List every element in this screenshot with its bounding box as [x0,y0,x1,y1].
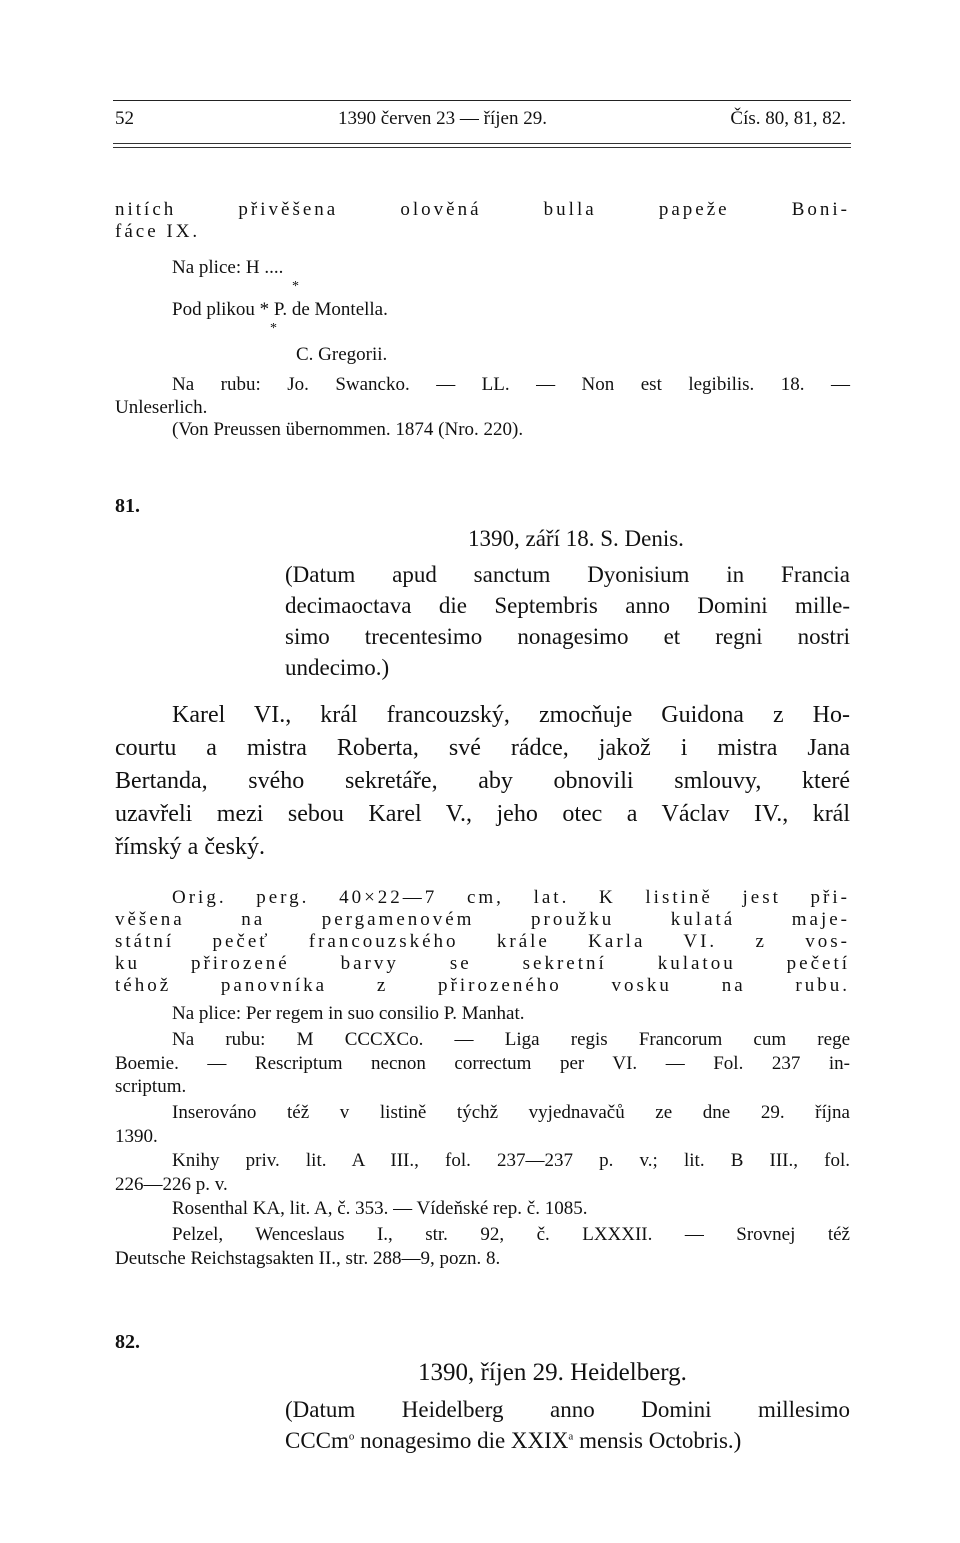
note-line: státní pečeť francouzského krále Karla VI. z vos- [115,931,850,952]
datum-line: (Datum apud sanctum Dyonisium in Francia [285,562,850,587]
header-rule-double-1 [113,143,851,144]
note-line: 1390. [115,1126,158,1147]
note-line: téhož panovníka z přirozeného vosku na rubu. [115,975,850,996]
datum-line: simo trecentesimo nonagesimo et regni nostri [285,624,850,649]
datum-line: CCCm$^o$ nonagesimo die XXIX$^a$ mensis Octobris.) [285,1428,742,1453]
regest-line: Bertanda, svého sekretáře, aby obnovili smlouvy, které [115,768,850,794]
note-line: Knihy priv. lit. A III., fol. 237—237 p. v.; lit. B III., fol. [172,1150,850,1171]
header-document-numbers: Čís. 80, 81, 82. [730,108,846,129]
note-line: Na rubu: M CCCXCo. — Liga regis Francorum cum rege [172,1029,850,1050]
entry-number: 81. [115,495,140,517]
datum-line: undecimo.) [285,655,390,680]
entry-date-place: 1390, říjen 29. Heidelberg. [418,1359,687,1386]
asterisk-mark: * [270,321,277,336]
note-line: věšena na pergamenovém proužku kulatá maje- [115,909,850,930]
page-number: 52 [115,108,134,129]
header-rule-top [113,100,851,101]
note-line: scriptum. [115,1076,187,1097]
cont-line-preussen: (Von Preussen übernommen. 1874 (Nro. 220). [172,419,524,440]
datum-line: decimaoctava die Septembris anno Domini mille- [285,593,850,618]
datum-line: (Datum Heidelberg anno Domini millesimo [285,1397,850,1422]
cont-line-gregorii: C. Gregorii. [296,344,388,365]
header-rule-double-2 [113,147,851,148]
cont-line-unleserlich: Unleserlich. [115,397,208,418]
regest-line: Karel VI., král francouzský, zmocňuje Guidona z Ho- [172,702,850,728]
note-line: Na plice: Per regem in suo consilio P. Manhat. [172,1003,525,1024]
note-line: Pelzel, Wenceslaus I., str. 92, č. LXXXII. — Srovnej též [172,1224,850,1245]
note-line: Orig. perg. 40×22—7 cm, lat. K listině jest při- [172,887,850,908]
entry-number: 82. [115,1331,140,1353]
cont-line-2: fáce IX. [115,221,201,242]
regest-line: uzavřeli mezi sebou Karel V., jeho otec a Václav IV., král [115,801,850,827]
entry-date-place: 1390, září 18. S. Denis. [468,526,684,551]
regest-line: římský a český. [115,834,265,860]
note-line: 226—226 p. v. [115,1174,228,1195]
note-line: ku přirozené barvy se sekretní kulatou pečetí [115,953,850,974]
note-line: Boemie. — Rescriptum necnon correctum per VI. — Fol. 237 in- [115,1053,850,1074]
asterisk-mark: * [292,279,299,294]
regest-line: courtu a mistra Roberta, své rádce, jakož i mistra Jana [115,735,850,761]
note-line: Rosenthal KA, lit. A, č. 353. — Vídeňské rep. č. 1085. [172,1198,588,1219]
cont-line-rubu: Na rubu: Jo. Swancko. — LL. — Non est legibilis. 18. — [172,374,850,395]
note-line: Deutsche Reichstagsakten II., str. 288—9, pozn. 8. [115,1248,501,1269]
note-line: Inserováno též v listině týchž vyjednavačů ze dne 29. října [172,1102,850,1123]
cont-line-plikou: Pod plikou * P. de Montella. [172,299,388,320]
cont-line-1: nitích přivěšena olověná bulla papeže Boni- [115,199,850,220]
cont-line-plice: Na plice: H .... [172,257,284,278]
header-dates: 1390 červen 23 — říjen 29. [338,108,547,129]
